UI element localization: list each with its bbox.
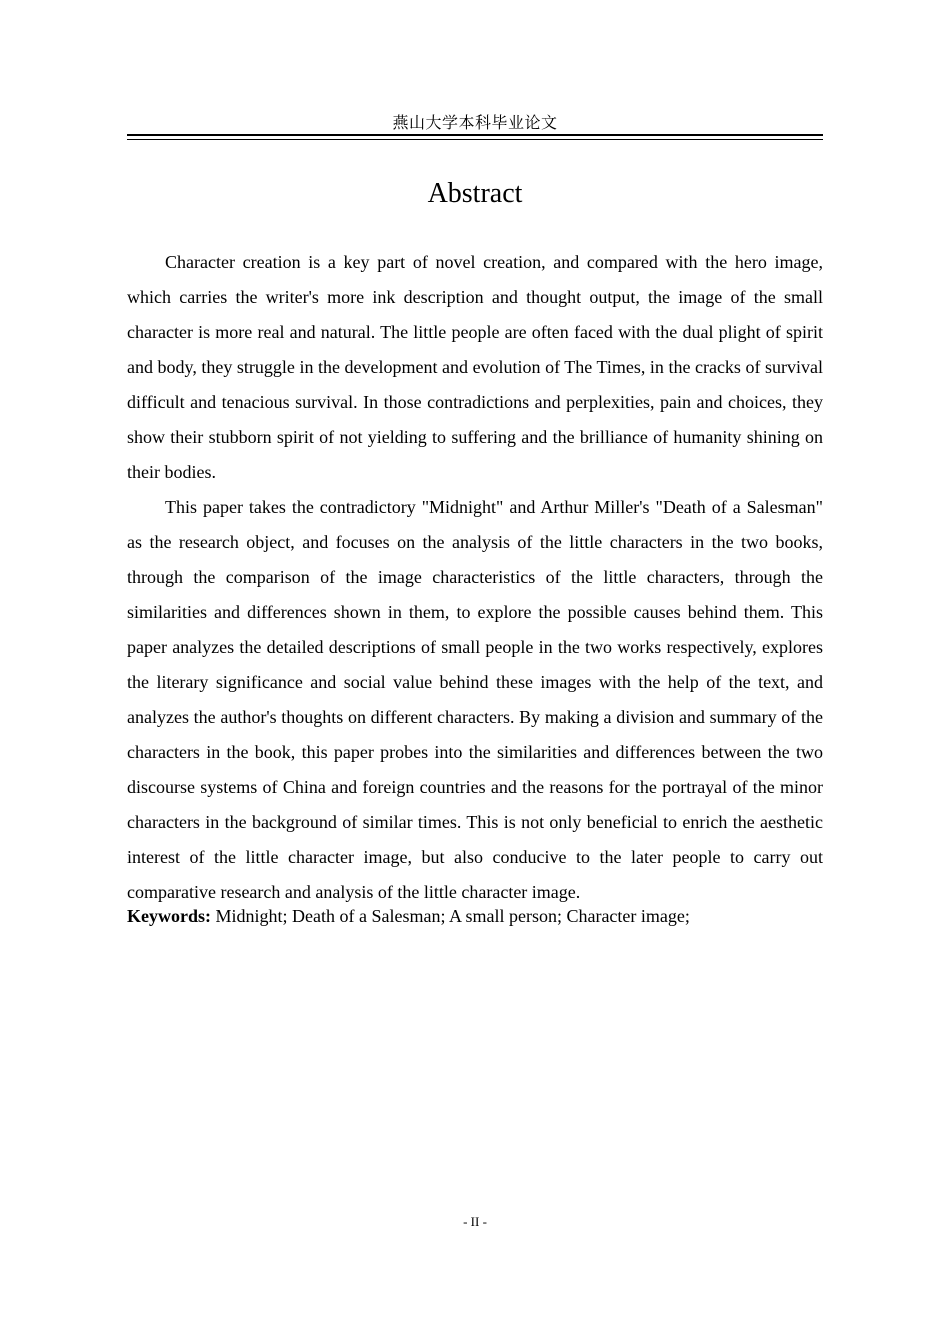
- running-header: 燕山大学本科毕业论文: [392, 115, 558, 132]
- abstract-paragraph-1: Character creation is a key part of novel creation, and compared with the hero image, which carries the writer's more ink description and thought output, the image of the small character is more real and natural. The little people are often faced with the dual plight of spirit and body, they struggle in the development and evolution of The Times, in the cracks of survival difficult and tenacious survival. In those contradictions and perplexities, pain and choices, they show their stubborn spirit of not yielding to suffering and the brilliance of humanity shining on their bodies.: [127, 252, 823, 482]
- abstract-title: Abstract: [427, 178, 523, 209]
- abstract-paragraph-2: This paper takes the contradictory "Midnight" and Arthur Miller's "Death of a Salesman" as the research object, and focuses on the analysis of the little characters in the two books, through the comparison of the image characteristics of the little characters, through the similarities and differences shown in them, to explore the possible causes behind them. This paper analyzes the detailed descriptions of small people in the two works respectively, explores the literary significance and social value behind these images with the help of the text, and analyzes the author's thoughts on different characters. By making a division and summary of the characters in the book, this paper probes into the similarities and differences between the two discourse systems of China and foreign countries and the reasons for the portrayal of the minor characters in the background of similar times. This is not only beneficial to enrich the aesthetic interest of the little character image, but also conducive to the later people to carry out comparative research and analysis of the little character image.: [127, 497, 823, 902]
- keywords-label: Keywords:: [127, 906, 211, 926]
- keywords-value: Midnight; Death of a Salesman; A small person; Character image;: [211, 906, 690, 926]
- keywords-line: [127, 902, 823, 930]
- page-number: - II -: [463, 1214, 487, 1229]
- header-rule-thin: [127, 139, 823, 140]
- abstract-body: [127, 245, 823, 930]
- header-rule-thick: [127, 134, 823, 136]
